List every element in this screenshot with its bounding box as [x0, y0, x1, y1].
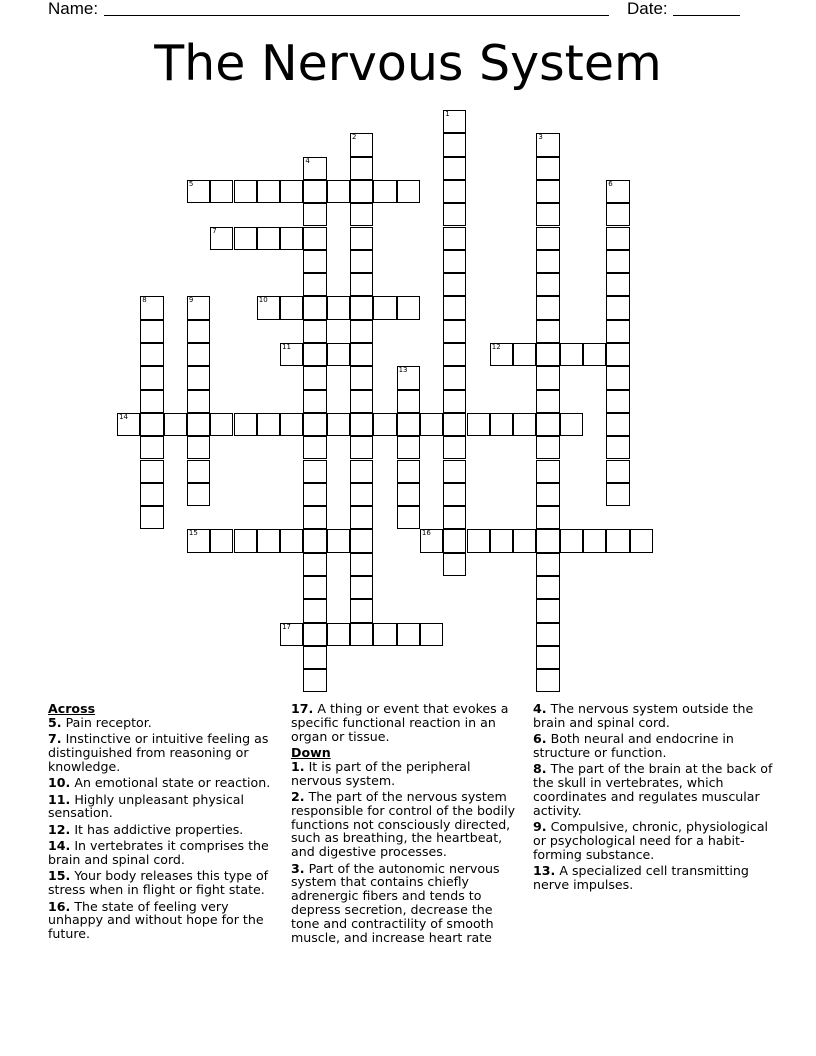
across-heading: Across	[48, 701, 96, 716]
crossword-cell[interactable]	[210, 180, 233, 203]
crossword-cell[interactable]	[536, 133, 559, 156]
crossword-cell[interactable]	[350, 553, 373, 576]
clue-number: 15.	[48, 868, 71, 884]
crossword-cell[interactable]	[350, 320, 373, 343]
crossword-cell[interactable]	[560, 529, 583, 552]
crossword-cell[interactable]	[513, 529, 536, 552]
cell-number: 7	[212, 226, 217, 235]
crossword-cell[interactable]	[327, 343, 350, 366]
crossword-cell[interactable]	[606, 273, 629, 296]
crossword-cell[interactable]	[303, 529, 326, 552]
clue-number: 7.	[48, 731, 62, 747]
crossword-cell[interactable]	[536, 273, 559, 296]
crossword-cell[interactable]	[303, 296, 326, 319]
crossword-cell[interactable]	[536, 529, 559, 552]
crossword-cell[interactable]	[350, 180, 373, 203]
crossword-cell[interactable]	[443, 436, 466, 459]
clue-text: The nervous system outside the brain and spinal cord.	[533, 701, 754, 730]
crossword-cell[interactable]	[536, 599, 559, 622]
clue-down	[533, 702, 773, 730]
crossword-cell[interactable]	[606, 413, 629, 436]
crossword-cell[interactable]	[350, 483, 373, 506]
crossword-cell[interactable]	[606, 529, 629, 552]
clue-down	[533, 732, 773, 760]
crossword-cell[interactable]	[397, 460, 420, 483]
crossword-cell[interactable]	[303, 460, 326, 483]
clue-number: 8.	[533, 761, 547, 777]
crossword-cell[interactable]	[350, 529, 373, 552]
crossword-cell[interactable]	[420, 529, 443, 552]
crossword-cell[interactable]	[560, 343, 583, 366]
crossword-cell[interactable]	[303, 576, 326, 599]
crossword-cell[interactable]	[280, 623, 303, 646]
crossword-cell[interactable]	[443, 320, 466, 343]
clue-across	[48, 732, 280, 773]
cell-number: 5	[188, 179, 194, 188]
crossword-cell[interactable]	[140, 296, 163, 319]
clues-column-1	[48, 702, 280, 944]
crossword-cell[interactable]	[443, 460, 466, 483]
clue-down	[291, 862, 523, 945]
crossword-cell[interactable]	[443, 203, 466, 226]
crossword-cell[interactable]	[536, 203, 559, 226]
crossword-cell[interactable]	[606, 390, 629, 413]
crossword-cell[interactable]	[606, 366, 629, 389]
down-heading: Down	[291, 744, 331, 760]
crossword-cell[interactable]	[303, 366, 326, 389]
crossword-cell[interactable]	[536, 157, 559, 180]
crossword-cell[interactable]	[536, 646, 559, 669]
crossword-cell[interactable]	[257, 227, 280, 250]
crossword-cell[interactable]	[443, 553, 466, 576]
crossword-cell[interactable]	[350, 157, 373, 180]
crossword-cell[interactable]	[303, 180, 326, 203]
crossword-cell[interactable]	[606, 203, 629, 226]
date-label: Date:	[627, 0, 668, 18]
crossword-cell[interactable]	[606, 483, 629, 506]
page-title: The Nervous System	[154, 35, 662, 92]
clue-text: The part of the brain at the back of the skull in vertebrates, which coordinates and regulates muscular activity.	[533, 761, 773, 818]
cell-number: 12	[491, 343, 501, 351]
clue-number: 12.	[48, 821, 71, 837]
crossword-cell[interactable]	[280, 227, 303, 250]
clue-number: 16.	[48, 898, 71, 914]
crossword-cell[interactable]	[536, 343, 559, 366]
crossword-cell[interactable]	[350, 576, 373, 599]
cell-number: 15	[188, 529, 198, 538]
crossword-cell[interactable]	[303, 436, 326, 459]
crossword-cell[interactable]	[257, 529, 280, 552]
clue-number: 5.	[48, 714, 62, 730]
crossword-cell[interactable]	[397, 366, 420, 389]
crossword-cell[interactable]	[140, 343, 163, 366]
clues-column-2	[291, 702, 523, 947]
crossword-cell[interactable]	[280, 529, 303, 552]
cell-number: 14	[119, 412, 128, 421]
crossword-cell[interactable]	[536, 413, 559, 436]
crossword-cell[interactable]	[234, 227, 257, 250]
crossword-cell[interactable]	[373, 180, 396, 203]
crossword-cell[interactable]	[536, 483, 559, 506]
crossword-cell[interactable]	[443, 483, 466, 506]
crossword-cell[interactable]	[443, 529, 466, 552]
clue-number: 17.	[291, 701, 314, 716]
crossword-cell[interactable]	[467, 413, 490, 436]
crossword-cell[interactable]	[257, 180, 280, 203]
crossword-cell[interactable]	[280, 296, 303, 319]
crossword-cell[interactable]	[397, 623, 420, 646]
crossword-cell[interactable]	[350, 343, 373, 366]
crossword-cell[interactable]	[140, 436, 163, 459]
clue-number: 4.	[533, 701, 547, 716]
crossword-cell[interactable]	[257, 296, 280, 319]
crossword-cell[interactable]	[397, 296, 420, 319]
crossword-cell[interactable]	[490, 343, 513, 366]
crossword-cell[interactable]	[140, 483, 163, 506]
clue-number: 1.	[291, 758, 305, 774]
crossword-cell[interactable]	[583, 343, 606, 366]
crossword-cell[interactable]	[303, 646, 326, 669]
crossword-cell[interactable]	[303, 320, 326, 343]
clue-text: In vertebrates it comprises the brain and spinal cord.	[48, 838, 269, 867]
crossword-cell[interactable]	[187, 343, 210, 366]
clue-across	[48, 900, 280, 941]
crossword-cell[interactable]	[350, 413, 373, 436]
crossword-cell[interactable]	[303, 203, 326, 226]
crossword-cell[interactable]	[443, 343, 466, 366]
crossword-cell[interactable]	[443, 273, 466, 296]
clue-down	[533, 864, 773, 892]
crossword-cell[interactable]	[140, 320, 163, 343]
crossword-cell[interactable]	[187, 529, 210, 552]
crossword-cell[interactable]	[606, 250, 629, 273]
crossword-cell[interactable]	[327, 296, 350, 319]
crossword-cell[interactable]	[210, 413, 233, 436]
clue-number: 14.	[48, 838, 71, 854]
crossword-cell[interactable]	[187, 460, 210, 483]
clue-text: An emotional state or reaction.	[74, 775, 271, 791]
crossword-cell[interactable]	[303, 483, 326, 506]
cell-number: 17	[282, 622, 292, 631]
crossword-cell[interactable]	[303, 250, 326, 273]
crossword-cell[interactable]	[536, 390, 559, 413]
clue-across	[291, 702, 523, 743]
crossword-cell[interactable]	[187, 436, 210, 459]
clue-text: It has addictive properties.	[74, 821, 244, 837]
crossword-cell[interactable]	[467, 529, 490, 552]
clue-across	[48, 776, 280, 790]
crossword-cell[interactable]	[350, 460, 373, 483]
crossword-cell[interactable]	[187, 390, 210, 413]
crossword-cell[interactable]	[234, 529, 257, 552]
cell-number: 2	[352, 133, 357, 142]
crossword-cell[interactable]	[140, 460, 163, 483]
crossword-cell[interactable]	[350, 203, 373, 226]
cell-number: 10	[258, 296, 268, 305]
crossword-cell[interactable]	[536, 366, 559, 389]
clue-across	[48, 869, 280, 897]
crossword-cell[interactable]	[443, 180, 466, 203]
crossword-cell[interactable]	[234, 180, 257, 203]
crossword-cell[interactable]	[164, 413, 187, 436]
crossword-cell[interactable]	[443, 296, 466, 319]
crossword-cell[interactable]	[210, 227, 233, 250]
crossword-cell[interactable]	[606, 227, 629, 250]
crossword-cell[interactable]	[210, 529, 233, 552]
crossword-cell[interactable]	[443, 390, 466, 413]
crossword-cell[interactable]	[536, 180, 559, 203]
crossword-cell[interactable]	[140, 413, 163, 436]
crossword-cell[interactable]	[303, 669, 326, 692]
crossword-cell[interactable]	[490, 529, 513, 552]
crossword-cell[interactable]	[303, 343, 326, 366]
clue-text: Your body releases this type of stress when in flight or fight state.	[48, 868, 269, 898]
crossword-cell[interactable]	[350, 250, 373, 273]
crossword-cell[interactable]	[630, 529, 653, 552]
clue-number: 3.	[291, 860, 305, 876]
crossword-cell[interactable]	[536, 296, 559, 319]
crossword-cell[interactable]	[560, 413, 583, 436]
cell-number: 11	[282, 343, 292, 351]
crossword-cell[interactable]	[397, 390, 420, 413]
crossword-cell[interactable]	[536, 227, 559, 250]
crossword-cell[interactable]	[140, 506, 163, 529]
cell-number: 16	[421, 529, 431, 538]
crossword-cell[interactable]	[536, 460, 559, 483]
crossword-cell[interactable]	[536, 506, 559, 529]
crossword-cell[interactable]	[350, 599, 373, 622]
cell-number: 6	[608, 179, 613, 188]
crossword-cell[interactable]	[280, 413, 303, 436]
crossword-cell[interactable]	[513, 413, 536, 436]
crossword-cell[interactable]	[443, 506, 466, 529]
crossword-cell[interactable]	[350, 436, 373, 459]
crossword-cell[interactable]	[350, 366, 373, 389]
crossword-cell[interactable]	[303, 553, 326, 576]
crossword-cell[interactable]	[303, 413, 326, 436]
clue-across	[48, 716, 280, 730]
crossword-cell[interactable]	[187, 413, 210, 436]
crossword-cell[interactable]	[443, 250, 466, 273]
clue-down	[291, 760, 523, 788]
crossword-cell[interactable]	[397, 436, 420, 459]
crossword-cell[interactable]	[583, 529, 606, 552]
crossword-cell[interactable]	[280, 180, 303, 203]
crossword-cell[interactable]	[536, 669, 559, 692]
crossword-cell[interactable]	[397, 506, 420, 529]
clues-column-3	[533, 702, 773, 894]
crossword-cell[interactable]	[536, 436, 559, 459]
crossword-cell[interactable]	[397, 483, 420, 506]
cell-number: 1	[445, 110, 450, 118]
crossword-cell[interactable]	[303, 599, 326, 622]
crossword-cell[interactable]	[373, 413, 396, 436]
crossword-cell[interactable]	[606, 180, 629, 203]
crossword-cell[interactable]	[373, 296, 396, 319]
crossword-cell[interactable]	[443, 157, 466, 180]
crossword-cell[interactable]	[327, 623, 350, 646]
crossword-cell[interactable]	[350, 296, 373, 319]
crossword-cell[interactable]	[443, 133, 466, 156]
clue-text: Pain receptor.	[65, 714, 152, 730]
clue-across	[48, 823, 280, 837]
crossword-cell[interactable]	[350, 623, 373, 646]
crossword-cell[interactable]	[140, 390, 163, 413]
crossword-cell[interactable]	[303, 390, 326, 413]
crossword-cell[interactable]	[443, 366, 466, 389]
crossword-cell[interactable]	[373, 623, 396, 646]
crossword-cell[interactable]	[187, 483, 210, 506]
clue-down	[533, 762, 773, 817]
clue-text: Instinctive or intuitive feeling as distinguished from reasoning or knowledge.	[48, 731, 269, 774]
crossword-cell[interactable]	[443, 227, 466, 250]
clue-down	[533, 820, 773, 861]
crossword-cell[interactable]	[303, 273, 326, 296]
crossword-cell[interactable]	[606, 296, 629, 319]
crossword-cell[interactable]	[536, 320, 559, 343]
clue-number: 10.	[48, 775, 71, 791]
crossword-cell[interactable]	[303, 506, 326, 529]
crossword-cell[interactable]	[327, 180, 350, 203]
crossword-cell[interactable]	[303, 157, 326, 180]
cell-number: 3	[538, 133, 543, 142]
clue-text: Both neural and endocrine in structure or function.	[533, 731, 734, 760]
crossword-cell[interactable]	[350, 227, 373, 250]
crossword-cell[interactable]	[606, 436, 629, 459]
crossword-cell[interactable]	[117, 413, 140, 436]
cell-number: 8	[142, 296, 147, 305]
crossword-cell[interactable]	[536, 553, 559, 576]
crossword-cell[interactable]	[397, 180, 420, 203]
crossword-cell[interactable]	[303, 227, 326, 250]
crossword-cell[interactable]	[350, 273, 373, 296]
clue-across	[48, 839, 280, 867]
cell-number: 13	[398, 366, 408, 375]
crossword-cell[interactable]	[303, 623, 326, 646]
crossword-cell[interactable]	[187, 366, 210, 389]
crossword-cell[interactable]	[280, 343, 303, 366]
crossword-cell[interactable]	[187, 180, 210, 203]
crossword-cell[interactable]	[350, 390, 373, 413]
clue-number: 6.	[533, 731, 547, 747]
crossword-cell[interactable]	[397, 413, 420, 436]
cell-number: 9	[188, 296, 194, 305]
clue-number: 13.	[533, 863, 556, 879]
crossword-cell[interactable]	[513, 343, 536, 366]
crossword-cell[interactable]	[327, 529, 350, 552]
crossword-cell[interactable]	[420, 413, 443, 436]
crossword-cell[interactable]	[606, 460, 629, 483]
crossword-cell[interactable]	[234, 413, 257, 436]
crossword-cell[interactable]	[536, 250, 559, 273]
clue-text: The state of feeling very unhappy and without hope for the future.	[48, 898, 264, 942]
clue-text: A specialized cell transmitting nerve impulses.	[533, 863, 749, 892]
crossword-cell[interactable]	[257, 413, 280, 436]
crossword-cell[interactable]	[536, 576, 559, 599]
crossword-cell[interactable]	[443, 413, 466, 436]
crossword-cell[interactable]	[490, 413, 513, 436]
clue-down	[291, 790, 523, 859]
clue-text: It is part of the peripheral nervous system.	[291, 758, 471, 788]
cell-number: 4	[305, 156, 310, 165]
crossword-cell[interactable]	[443, 110, 466, 133]
crossword-cell[interactable]	[187, 296, 210, 319]
clue-text: Part of the autonomic nervous system that contains chiefly adrenergic fibers and tends to depress secretion, decrease the tone and contractility of smooth muscle, and increase heart rate	[291, 860, 500, 945]
crossword-cell[interactable]	[606, 320, 629, 343]
clue-across	[48, 793, 280, 821]
crossword-cell[interactable]	[187, 320, 210, 343]
clue-text: Highly unpleasant physical sensation.	[48, 791, 244, 821]
crossword-cell[interactable]	[140, 366, 163, 389]
crossword-cell[interactable]	[350, 133, 373, 156]
crossword-cell[interactable]	[420, 623, 443, 646]
clue-text: A thing or event that evokes a specific functional reaction in an organ or tissue.	[291, 701, 509, 744]
clue-text: The part of the nervous system responsible for control of the bodily functions not consciously directed, such as breathing, the heartbeat, and digestive processes.	[291, 788, 516, 860]
crossword-cell[interactable]	[606, 343, 629, 366]
clue-number: 2.	[291, 788, 305, 804]
crossword-cell[interactable]	[350, 506, 373, 529]
name-label: Name:	[48, 0, 99, 18]
clue-number: 9.	[533, 819, 547, 835]
crossword-cell[interactable]	[536, 623, 559, 646]
clue-text: Compulsive, chronic, physiological or psychological need for a habit-forming substance.	[533, 819, 769, 862]
crossword-cell[interactable]	[327, 413, 350, 436]
clue-number: 11.	[48, 791, 71, 807]
